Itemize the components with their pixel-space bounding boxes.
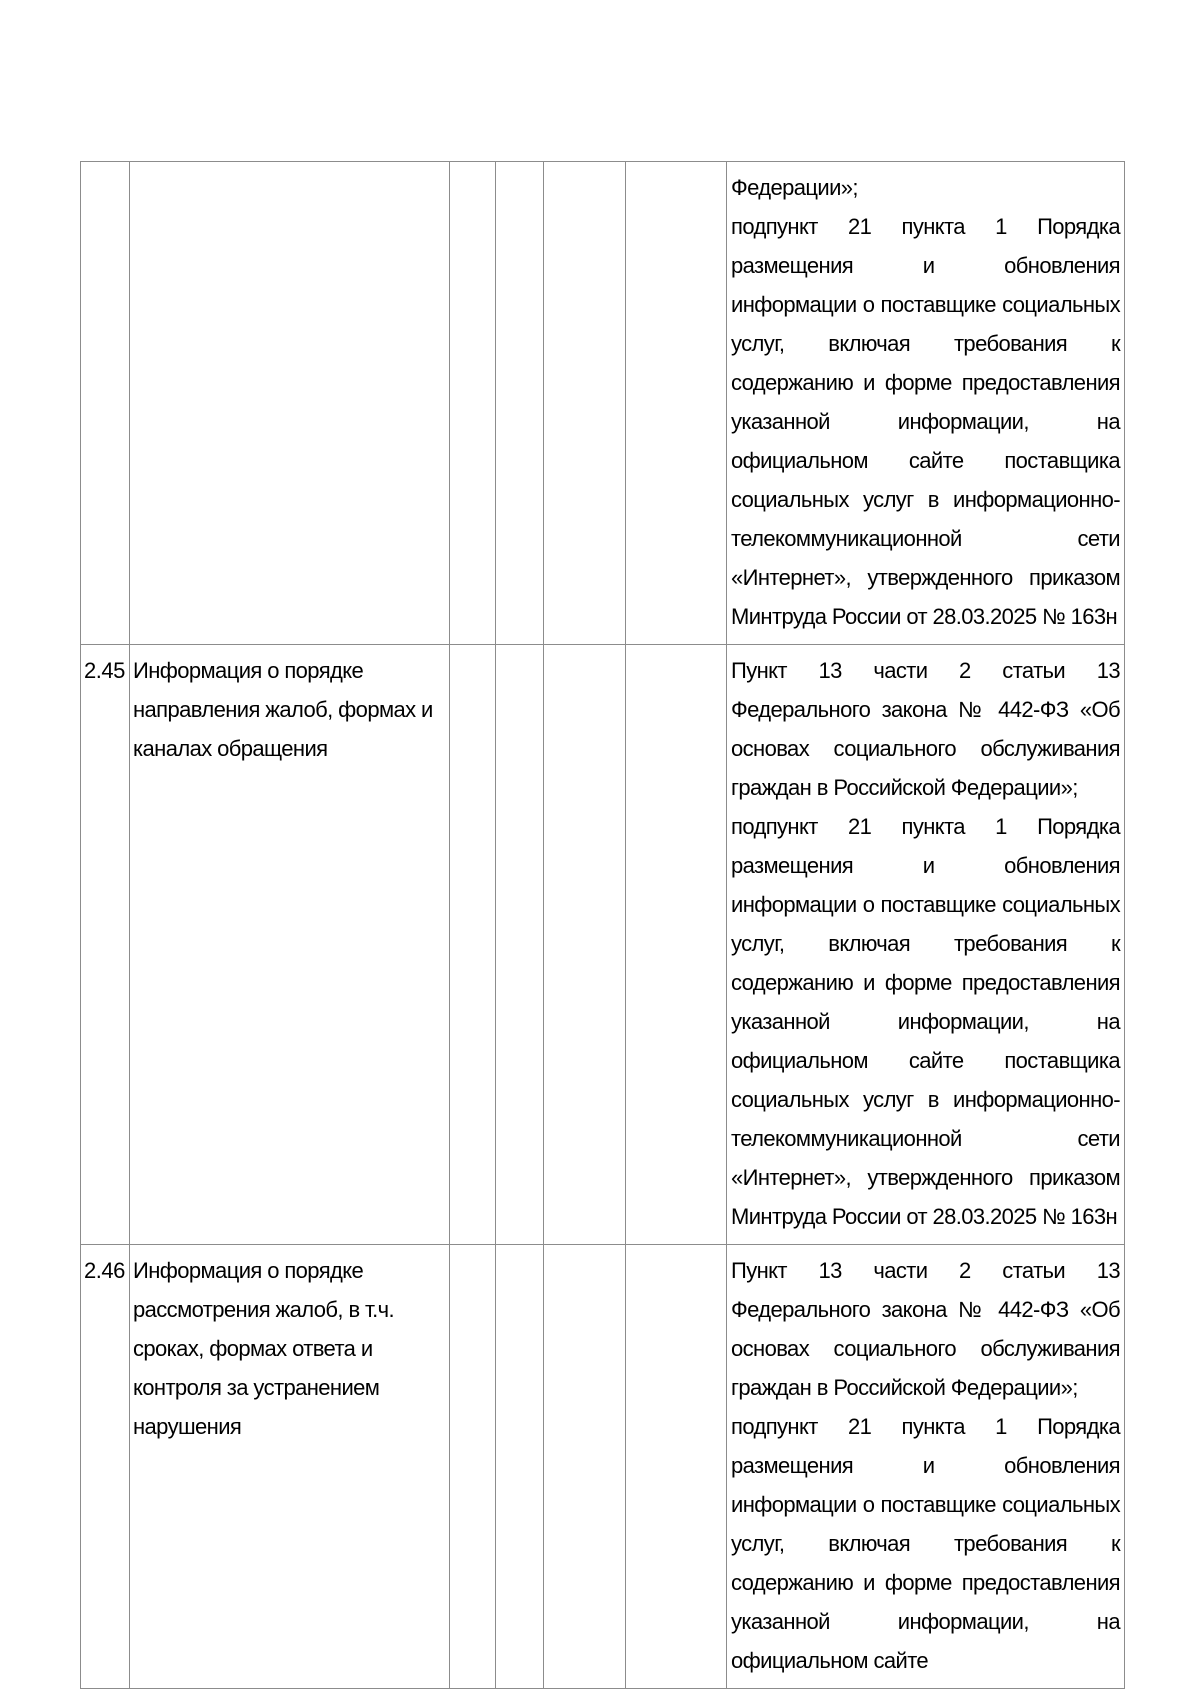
empty-cell bbox=[450, 162, 496, 645]
table-row bbox=[81, 1245, 1125, 1689]
row-name bbox=[130, 162, 450, 645]
empty-cell bbox=[626, 1245, 727, 1689]
empty-cell bbox=[450, 645, 496, 1245]
empty-cell bbox=[626, 645, 727, 1245]
row-number: 2.46 bbox=[81, 1245, 130, 1689]
table-row bbox=[81, 645, 1125, 1245]
empty-cell bbox=[496, 1245, 544, 1689]
legal-basis-cell bbox=[727, 162, 1125, 645]
legal-basis-paragraph: Пункт 13 части 2 статьи 13 Федерального закона № 442-ФЗ «Об основах социального обслуживания граждан в Российской Федерации»; bbox=[731, 1258, 1120, 1400]
row-number bbox=[81, 162, 130, 645]
legal-basis-paragraph: Пункт 13 части 2 статьи 13 Федерального закона № 442-ФЗ «Об основах социального обслуживания граждан в Российской Федерации»; bbox=[731, 658, 1120, 800]
row-name: Информация о порядке рассмотрения жалоб, в т.ч. сроках, формах ответа и контроля за устранением нарушения bbox=[130, 1245, 450, 1689]
empty-cell bbox=[544, 162, 626, 645]
legal-basis-paragraph: подпункт 21 пункта 1 Порядка размещения и обновления информации о поставщике социальных услуг, включая требования к содержанию и форме предоставления указанной информации, на официальном сайте bbox=[731, 1414, 1120, 1673]
requirements-table bbox=[80, 161, 1125, 1689]
legal-basis-paragraph: подпункт 21 пункта 1 Порядка размещения и обновления информации о поставщике социальных услуг, включая требования к содержанию и форме предоставления указанной информации, на официальном сайте поставщика социальных услуг в информационно-телекоммуникационной сети «Интернет», утвержденного приказом Минтруда России от 28.03.2025 № 163н bbox=[731, 214, 1120, 629]
legal-basis-paragraph: Федерации»; bbox=[731, 175, 858, 200]
empty-cell bbox=[544, 1245, 626, 1689]
legal-basis-paragraph: подпункт 21 пункта 1 Порядка размещения и обновления информации о поставщике социальных услуг, включая требования к содержанию и форме предоставления указанной информации, на официальном сайте поставщика социальных услуг в информационно-телекоммуникационной сети «Интернет», утвержденного приказом Минтруда России от 28.03.2025 № 163н bbox=[731, 814, 1120, 1229]
empty-cell bbox=[496, 162, 544, 645]
empty-cell bbox=[496, 645, 544, 1245]
empty-cell bbox=[544, 645, 626, 1245]
row-number: 2.45 bbox=[81, 645, 130, 1245]
empty-cell bbox=[626, 162, 727, 645]
table-row bbox=[81, 162, 1125, 645]
row-name: Информация о порядке направления жалоб, формах и каналах обращения bbox=[130, 645, 450, 1245]
legal-basis-cell bbox=[727, 645, 1125, 1245]
empty-cell bbox=[450, 1245, 496, 1689]
legal-basis-cell bbox=[727, 1245, 1125, 1689]
